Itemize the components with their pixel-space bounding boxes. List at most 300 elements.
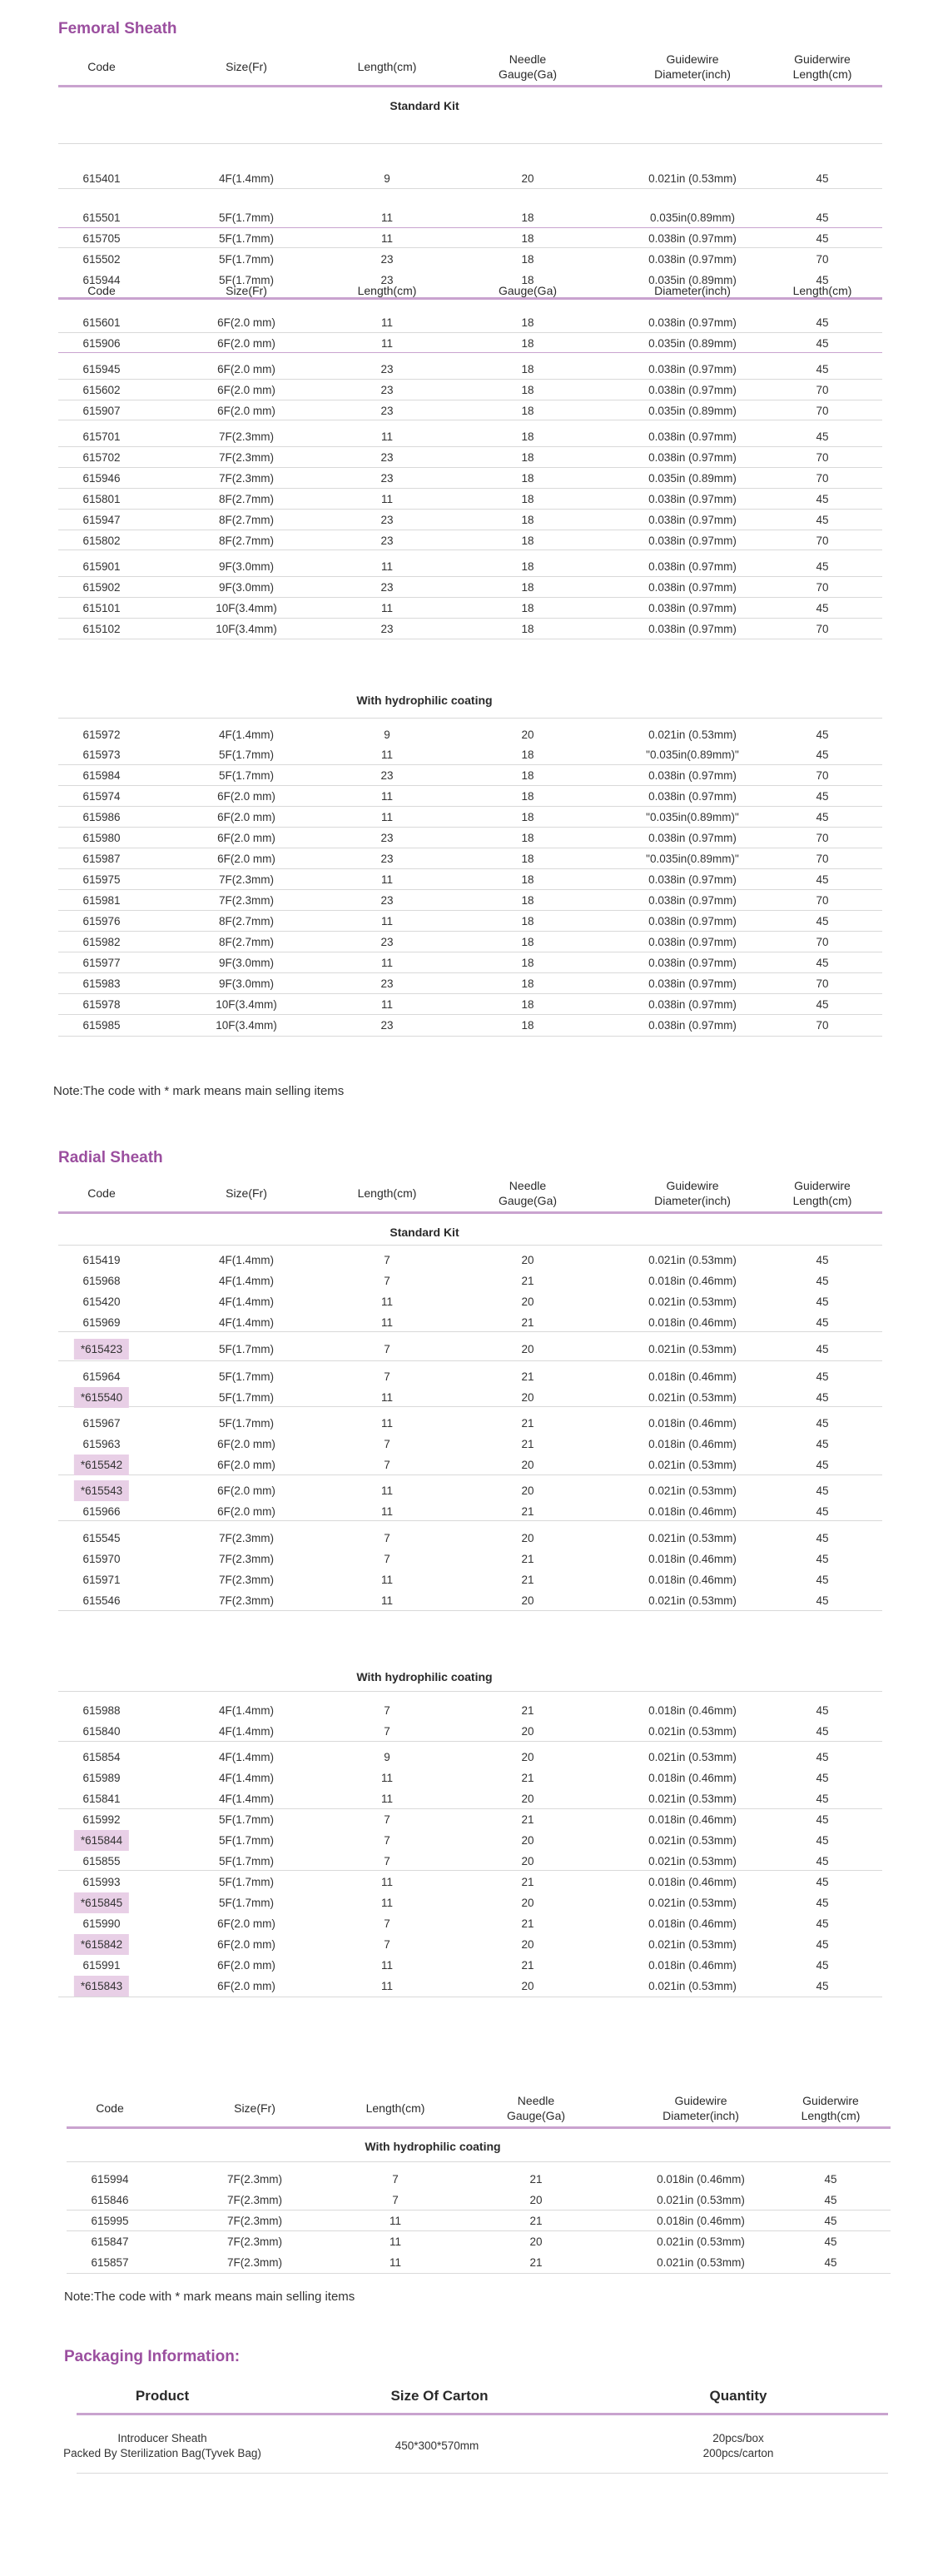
cell-gauge: 20 [521,1897,534,1909]
packaging-bottom-rule [77,2473,888,2474]
cell-size: 5F(1.7mm) [218,1813,275,1826]
cell-gauge: 18 [521,748,534,761]
cell-gauge: 21 [521,1553,534,1565]
table-row [58,619,882,639]
cell-gauge: 21 [521,1813,534,1826]
cell-length: 23 [380,832,394,844]
cell-size: 7F(2.3mm) [218,1553,275,1565]
cell-size: 7F(2.3mm) [226,2235,283,2248]
cell-guidewire-length: 45 [816,1725,829,1738]
cell-guidewire-length: 45 [816,1459,829,1471]
cell-diameter: 0.021in (0.53mm) [648,1938,737,1951]
cell-code: 615802 [82,535,121,547]
packaging-header-rule [77,2413,888,2415]
cell-code: 615419 [82,1254,121,1266]
table-row [58,468,882,489]
cell-diameter: 0.038in (0.97mm) [648,493,737,505]
table-row [67,2169,891,2190]
cell-gauge: 21 [521,1505,534,1518]
cell-code: 615976 [82,915,121,927]
cell-code: 615847 [91,2235,129,2248]
cell-code: 615855 [82,1855,121,1867]
packaging-carton-size: 450*300*570mm [395,2439,479,2452]
cell-guidewire-length: 45 [816,274,829,286]
cell-diameter: 0.038in (0.97mm) [648,384,737,396]
cell-guidewire-length: 45 [816,1574,829,1586]
table-row [58,489,882,510]
cell-code: 615801 [82,493,121,505]
table-row [58,1413,882,1434]
table-row [58,1768,882,1788]
cell-length: 7 [384,1553,390,1565]
table-row [58,1851,882,1872]
cell-gauge: 21 [529,2215,543,2227]
cell-length: 7 [384,1370,390,1383]
cell-size: 10F(3.4mm) [216,602,277,614]
cell-length: 11 [380,1316,394,1329]
cell-size: 6F(2.0 mm) [217,1459,275,1471]
cell-code: 615902 [82,581,121,594]
cell-guidewire-length: 45 [816,1316,829,1329]
header-guidewire-length: Guiderwire Length(cm) [801,2094,861,2122]
cell-gauge: 18 [521,316,534,329]
table-row [58,911,882,932]
row-divider [58,1360,882,1361]
cell-diameter: 0.018in (0.46mm) [648,1505,737,1518]
cell-gauge: 21 [521,1772,534,1784]
row-divider [58,718,882,719]
cell-guidewire-length: 45 [816,1370,829,1383]
cell-diameter: 0.018in (0.46mm) [657,2215,745,2227]
cell-diameter: 0.038in (0.97mm) [648,977,737,990]
cell-gauge: 20 [529,2194,543,2206]
cell-size: 6F(2.0 mm) [217,337,275,350]
cell-guidewire-length: 45 [816,1417,829,1430]
cell-guidewire-length: 70 [816,1019,829,1032]
cell-guidewire-length: 45 [816,1254,829,1266]
cell-diameter: 0.038in (0.97mm) [648,769,737,782]
cell-size: 8F(2.7mm) [218,514,275,526]
table-row [58,1913,882,1934]
table-row [58,973,882,994]
cell-length: 11 [380,1295,394,1308]
cell-code: *615423 [74,1339,129,1360]
cell-length: 11 [380,493,394,505]
table-row [58,1976,882,1997]
cell-gauge: 20 [521,1980,534,1992]
cell-diameter: 0.018in (0.46mm) [648,1553,737,1565]
header-code: Code [87,284,116,297]
cell-diameter: 0.038in (0.97mm) [648,316,737,329]
cell-diameter: 0.021in (0.53mm) [648,1459,737,1471]
cell-length: 11 [380,1594,394,1607]
cell-diameter: 0.038in (0.97mm) [648,998,737,1011]
cell-diameter: 0.038in (0.97mm) [648,1019,737,1032]
cell-length: 23 [380,472,394,485]
cell-size: 10F(3.4mm) [216,1019,277,1032]
cell-gauge: 18 [521,790,534,803]
cell-gauge: 18 [521,337,534,350]
cell-gauge: 20 [521,1793,534,1805]
cell-guidewire-length: 45 [816,1813,829,1826]
cell-code: 615972 [82,729,121,741]
cell-diameter: 0.021in (0.53mm) [657,2194,745,2206]
row-divider [58,143,882,144]
cell-guidewire-length: 45 [816,998,829,1011]
cell-gauge: 20 [521,1834,534,1847]
cell-code: 615545 [82,1532,121,1544]
cell-guidewire-length: 70 [816,472,829,485]
cell-diameter: 0.018in (0.46mm) [648,1275,737,1287]
cell-size: 8F(2.7mm) [218,936,275,948]
cell-diameter: 0.038in (0.97mm) [648,232,737,245]
table-row [58,1015,882,1036]
cell-length: 23 [380,514,394,526]
table-row [58,1872,882,1892]
table-row [58,890,882,911]
cell-code: 615101 [82,602,121,614]
cell-diameter: 0.021in (0.53mm) [648,1254,737,1266]
cell-diameter: 0.038in (0.97mm) [648,514,737,526]
cell-guidewire-length: 45 [816,1438,829,1450]
cell-length: 11 [380,316,394,329]
cell-code: 615990 [82,1917,121,1930]
cell-diameter: 0.038in (0.97mm) [648,535,737,547]
cell-gauge: 20 [521,1484,534,1497]
table-row [58,994,882,1015]
cell-gauge: 18 [521,915,534,927]
cell-diameter: 0.021in (0.53mm) [648,172,737,185]
table-row [67,2190,891,2210]
cell-length: 11 [380,602,394,614]
cell-diameter: 0.038in (0.97mm) [648,430,737,443]
cell-guidewire-length: 45 [816,172,829,185]
cell-length: 11 [380,560,394,573]
table-row [58,447,882,468]
cell-guidewire-length: 45 [816,316,829,329]
cell-gauge: 18 [521,274,534,286]
cell-length: 7 [384,1917,390,1930]
cell-code: 615546 [82,1594,121,1607]
cell-gauge: 20 [521,1254,534,1266]
cell-code: *615844 [74,1830,129,1851]
cell-gauge: 18 [521,957,534,969]
packaging-header-quantity: Quantity [709,2388,767,2404]
header-code: Code [87,60,116,73]
table-row [58,312,882,333]
cell-size: 4F(1.4mm) [218,1295,275,1308]
cell-size: 7F(2.3mm) [218,451,275,464]
cell-code: *615842 [74,1934,129,1955]
cell-gauge: 20 [521,1391,534,1404]
cell-code: 615964 [82,1370,121,1383]
cell-diameter: 0.035in (0.89mm) [648,274,737,286]
cell-code: 615980 [82,832,121,844]
cell-guidewire-length: 45 [816,1793,829,1805]
cell-gauge: 20 [521,1725,534,1738]
cell-length: 7 [392,2173,399,2186]
cell-guidewire-length: 45 [816,1553,829,1565]
cell-gauge: 21 [521,1275,534,1287]
cell-length: 7 [384,1813,390,1826]
cell-diameter: 0.038in (0.97mm) [648,936,737,948]
cell-guidewire-length: 45 [824,2194,837,2206]
cell-diameter: 0.038in (0.97mm) [648,623,737,635]
cell-length: 7 [384,1275,390,1287]
table-row [58,380,882,400]
cell-size: 5F(1.7mm) [218,1391,275,1404]
cell-diameter: 0.038in (0.97mm) [648,253,737,266]
cell-gauge: 18 [521,602,534,614]
cell-length: 23 [380,581,394,594]
table-row [58,1590,882,1611]
cell-code: 615901 [82,560,121,573]
cell-gauge: 18 [521,560,534,573]
cell-size: 6F(2.0 mm) [217,316,275,329]
cell-length: 11 [380,873,394,886]
cell-size: 5F(1.7mm) [218,1370,275,1383]
cell-code: 615974 [82,790,121,803]
cell-guidewire-length: 45 [816,1855,829,1867]
cell-length: 23 [380,363,394,375]
table-row [58,786,882,807]
table-row [58,577,882,598]
cell-size: 5F(1.7mm) [218,1897,275,1909]
packaging-quantity: 20pcs/box 200pcs/carton [702,2432,774,2459]
cell-length: 23 [380,936,394,948]
cell-diameter: 0.018in (0.46mm) [648,1370,737,1383]
cell-diameter: 0.021in (0.53mm) [648,1855,737,1867]
cell-guidewire-length: 70 [816,581,829,594]
cell-code: 615401 [82,172,121,185]
cell-diameter: 0.021in (0.53mm) [648,1343,737,1355]
packaging-header-carton: Size Of Carton [390,2388,489,2404]
cell-code: 615969 [82,1316,121,1329]
cell-length: 23 [380,535,394,547]
table-row [58,869,882,890]
cell-guidewire-length: 70 [816,832,829,844]
table-row [58,724,882,745]
cell-guidewire-length: 45 [816,363,829,375]
cell-guidewire-length: 45 [816,729,829,741]
header-gauge: Needle Gauge(Ga) [498,52,558,81]
header-diameter: Guidewire Diameter(inch) [654,1179,731,1207]
cell-size: 4F(1.4mm) [218,1254,275,1266]
cell-size: 6F(2.0 mm) [217,384,275,396]
header-size: Size(Fr) [226,60,267,73]
cell-gauge: 18 [521,430,534,443]
cell-size: 8F(2.7mm) [218,493,275,505]
header-rule [58,1211,882,1214]
cell-length: 11 [380,1417,394,1430]
cell-guidewire-length: 45 [816,430,829,443]
cell-guidewire-length: 45 [824,2256,837,2269]
cell-guidewire-length: 45 [816,1876,829,1888]
cell-diameter: 0.035in (0.89mm) [648,472,737,485]
cell-size: 7F(2.3mm) [218,472,275,485]
cell-guidewire-length: 70 [816,769,829,782]
cell-code: 615978 [82,998,121,1011]
cell-gauge: 20 [521,1751,534,1763]
table-row [58,1291,882,1312]
cell-length: 11 [389,2256,402,2269]
cell-diameter: 0.038in (0.97mm) [648,581,737,594]
cell-length: 11 [380,998,394,1011]
cell-length: 11 [380,1391,394,1404]
cell-code: 615992 [82,1813,121,1826]
cell-code: 615702 [82,451,121,464]
femoral-note: Note:The code with * mark means main selling items [53,1084,345,1098]
table-row [58,1501,882,1522]
table-row [58,426,882,447]
cell-diameter: 0.018in (0.46mm) [648,1772,737,1784]
cell-diameter: 0.021in (0.53mm) [648,1594,737,1607]
cell-length: 11 [380,1980,394,1992]
femoral-sheath-title: Femoral Sheath [58,20,177,37]
cell-diameter: 0.038in (0.97mm) [648,894,737,907]
cell-gauge: 20 [521,1855,534,1867]
cell-code: *615543 [74,1480,129,1501]
cell-guidewire-length: 45 [816,1594,829,1607]
cell-gauge: 21 [521,1876,534,1888]
cell-length: 7 [384,1704,390,1717]
table-row [58,1312,882,1333]
cell-code: 615973 [82,748,121,761]
table-row [58,1788,882,1809]
cell-code: 615857 [91,2256,129,2269]
cell-code: 615987 [82,853,121,865]
cell-guidewire-length: 45 [816,790,829,803]
cell-code: 615989 [82,1772,121,1784]
cell-size: 6F(2.0 mm) [217,1917,275,1930]
cell-size: 5F(1.7mm) [218,274,275,286]
header-length: Length(cm) [357,1186,417,1200]
cell-diameter: "0.035in(0.89mm)" [646,811,739,823]
cell-gauge: 18 [521,853,534,865]
table-row [58,952,882,973]
cell-size: 6F(2.0 mm) [217,853,275,865]
cell-length: 7 [384,1438,390,1450]
cell-size: 6F(2.0 mm) [217,1959,275,1972]
table-row [58,1387,882,1408]
cell-gauge: 18 [521,405,534,417]
cell-code: 615854 [82,1751,121,1763]
cell-gauge: 18 [521,936,534,948]
cell-diameter: 0.018in (0.46mm) [657,2173,745,2186]
cell-size: 4F(1.4mm) [218,1316,275,1329]
cell-code: *615845 [74,1892,129,1913]
row-divider [58,1036,882,1037]
table-row [58,1892,882,1913]
table-row [58,1250,882,1271]
cell-guidewire-length: 45 [816,1704,829,1717]
cell-diameter: 0.035in(0.89mm) [649,211,736,224]
cell-size: 9F(3.0mm) [218,977,275,990]
cell-guidewire-length: 70 [816,451,829,464]
cell-size: 6F(2.0 mm) [217,1980,275,1992]
cell-guidewire-length: 45 [824,2235,837,2248]
cell-code: 615907 [82,405,121,417]
table-row [58,510,882,530]
cell-length: 11 [380,1876,394,1888]
cell-size: 10F(3.4mm) [216,623,277,635]
cell-length: 11 [380,1772,394,1784]
cell-size: 5F(1.7mm) [218,1855,275,1867]
cell-size: 6F(2.0 mm) [217,1438,275,1450]
cell-length: 23 [380,274,394,286]
cell-gauge: 18 [521,363,534,375]
header-rule [58,297,882,300]
cell-gauge: 20 [521,172,534,185]
table-row [58,1569,882,1590]
header-size: Size(Fr) [226,1186,267,1200]
header-size: Size(Fr) [226,284,267,297]
cell-length: 11 [380,790,394,803]
cell-code: 615975 [82,873,121,886]
table-row [58,1434,882,1455]
cell-diameter: 0.018in (0.46mm) [648,1917,737,1930]
radial-sheath-title: Radial Sheath [58,1149,163,1166]
table-row [58,1528,882,1549]
cell-gauge: 21 [521,1917,534,1930]
table-row [58,932,882,952]
cell-size: 6F(2.0 mm) [217,832,275,844]
cell-size: 4F(1.4mm) [218,729,275,741]
cell-size: 5F(1.7mm) [218,769,275,782]
table-subheading: With hydrophilic coating [356,1670,493,1683]
cell-diameter: 0.021in (0.53mm) [657,2256,745,2269]
cell-guidewire-length: 45 [816,1275,829,1287]
cell-gauge: 21 [521,1574,534,1586]
cell-length: 11 [389,2215,402,2227]
cell-gauge: 18 [521,535,534,547]
cell-length: 7 [384,1459,390,1471]
cell-length: 23 [380,623,394,635]
cell-size: 4F(1.4mm) [218,1704,275,1717]
cell-gauge: 21 [521,1438,534,1450]
cell-guidewire-length: 45 [816,1343,829,1355]
cell-length: 7 [384,1254,390,1266]
cell-size: 8F(2.7mm) [218,915,275,927]
header-diameter: Guidewire Diameter(inch) [663,2094,739,2122]
cell-size: 9F(3.0mm) [218,560,275,573]
cell-size: 7F(2.3mm) [226,2194,283,2206]
cell-length: 9 [384,729,390,741]
cell-guidewire-length: 70 [816,253,829,266]
cell-guidewire-length: 70 [816,623,829,635]
table-row [58,530,882,551]
cell-code: 615601 [82,316,121,329]
cell-length: 23 [380,894,394,907]
cell-diameter: 0.038in (0.97mm) [648,957,737,969]
row-divider [67,2273,891,2274]
cell-guidewire-length: 45 [816,1959,829,1972]
cell-size: 6F(2.0 mm) [217,790,275,803]
cell-code: 615947 [82,514,121,526]
cell-gauge: 20 [521,1594,534,1607]
cell-gauge: 21 [521,1959,534,1972]
cell-length: 7 [384,1855,390,1867]
cell-code: 615968 [82,1275,121,1287]
table-row [58,1809,882,1830]
cell-size: 8F(2.7mm) [218,535,275,547]
cell-diameter: 0.018in (0.46mm) [648,1704,737,1717]
cell-size: 7F(2.3mm) [226,2215,283,2227]
row-divider [58,1245,882,1246]
header-guidewire-length: Guiderwire Length(cm) [792,52,852,81]
cell-size: 5F(1.7mm) [218,232,275,245]
cell-length: 7 [384,1532,390,1544]
